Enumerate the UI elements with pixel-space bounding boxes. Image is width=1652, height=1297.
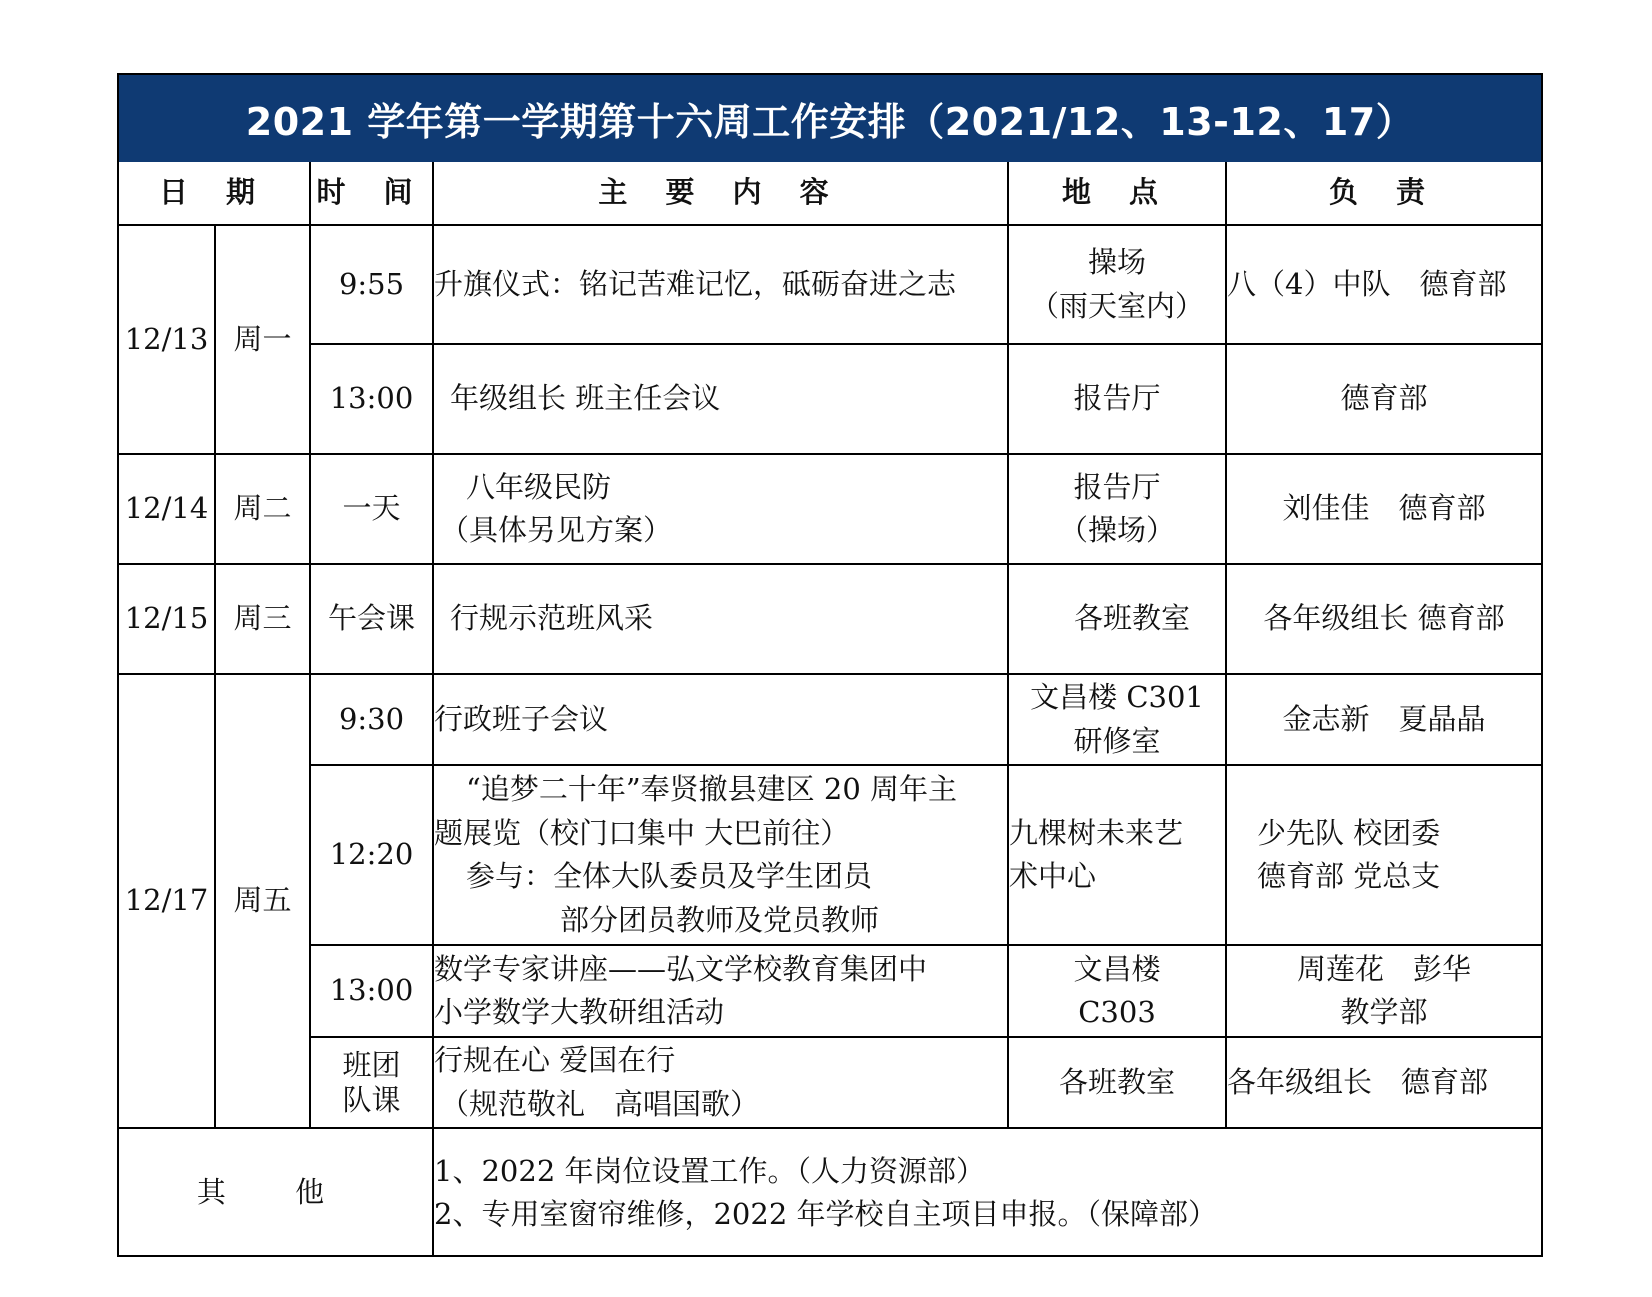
table-row bbox=[119, 674, 1541, 765]
place-cell: 各班教室 bbox=[1008, 1037, 1226, 1128]
place-cell bbox=[1008, 454, 1226, 564]
table-row bbox=[119, 454, 1541, 564]
table-row bbox=[119, 765, 1541, 945]
time-cell: 9:30 bbox=[310, 674, 433, 765]
place-cell bbox=[1008, 225, 1226, 344]
table-row bbox=[119, 344, 1541, 454]
place-cell: 报告厅 bbox=[1008, 344, 1226, 454]
responsible-line: 周莲花 彭华 bbox=[1297, 951, 1472, 986]
date-cell: 12/13 bbox=[119, 225, 215, 454]
header-date: 日 期 bbox=[119, 162, 310, 225]
header-content: 主 要 内 容 bbox=[433, 162, 1008, 225]
date-cell: 12/17 bbox=[119, 674, 215, 1128]
date-cell: 12/15 bbox=[119, 564, 215, 674]
content-line: 行规在心 爱国在行 bbox=[434, 1043, 676, 1077]
place-line: 九棵树未来艺 bbox=[1009, 815, 1184, 850]
content-cell: 行规示范班风采 bbox=[433, 564, 1008, 674]
schedule-title: 2021 学年第一学期第十六周工作安排（2021/12、13-12、17） bbox=[119, 75, 1541, 162]
place-cell: 各班教室 bbox=[1008, 564, 1226, 674]
schedule-sheet bbox=[117, 73, 1543, 1257]
place-line: 报告厅 bbox=[1073, 469, 1161, 504]
place-line: C303 bbox=[1078, 995, 1156, 1029]
other-item: 2、专用室窗帘维修，2022 年学校自主项目申报。（保障部） bbox=[434, 1197, 1217, 1231]
weekday-cell: 周二 bbox=[215, 454, 310, 564]
time-cell: 午会课 bbox=[310, 564, 433, 674]
time-cell: 13:00 bbox=[310, 945, 433, 1037]
responsible-cell: 各年级组长 德育部 bbox=[1226, 1037, 1541, 1128]
place-line: （操场） bbox=[1059, 513, 1176, 547]
responsible-cell bbox=[1226, 945, 1541, 1037]
content-line: （具体另见方案） bbox=[440, 513, 673, 547]
place-cell bbox=[1008, 765, 1226, 945]
place-line: （雨天室内） bbox=[1030, 288, 1205, 323]
content-cell bbox=[433, 454, 1008, 564]
other-content bbox=[433, 1128, 1541, 1257]
content-line: 八年级民防 bbox=[466, 469, 612, 504]
time-line: 队课 bbox=[342, 1082, 401, 1117]
content-cell bbox=[433, 765, 1008, 945]
table-row bbox=[119, 564, 1541, 674]
content-cell bbox=[433, 945, 1008, 1037]
content-line: 数学专家讲座——弘文学校教育集团中 bbox=[434, 951, 928, 986]
responsible-line: 少先队 校团委 bbox=[1257, 815, 1441, 850]
place-line: 术中心 bbox=[1009, 859, 1097, 893]
time-cell bbox=[310, 1037, 433, 1128]
header-responsible: 负 责 bbox=[1226, 162, 1541, 225]
responsible-cell bbox=[1226, 765, 1541, 945]
place-line: 文昌楼 C301 bbox=[1030, 680, 1204, 714]
content-line: 参与：全体大队委员及学生团员 bbox=[466, 859, 873, 893]
time-cell: 13:00 bbox=[310, 344, 433, 454]
content-cell bbox=[433, 1037, 1008, 1128]
content-line: “追梦二十年”奉贤撤县建区 20 周年主 bbox=[466, 772, 958, 806]
responsible-cell: 各年级组长 德育部 bbox=[1226, 564, 1541, 674]
place-line: 研修室 bbox=[1073, 723, 1161, 758]
table-row bbox=[119, 225, 1541, 344]
table-row bbox=[119, 1037, 1541, 1128]
responsible-cell: 八（4）中队 德育部 bbox=[1226, 225, 1541, 344]
content-line: （规范敬礼 高唱国歌） bbox=[440, 1086, 760, 1121]
other-label: 其 他 bbox=[119, 1128, 433, 1257]
content-line: 小学数学大教研组活动 bbox=[434, 995, 725, 1029]
place-cell bbox=[1008, 674, 1226, 765]
responsible-cell: 金志新 夏晶晶 bbox=[1226, 674, 1541, 765]
schedule-table bbox=[119, 162, 1541, 1257]
other-row bbox=[119, 1128, 1541, 1257]
other-item: 1、2022 年岗位设置工作。（人力资源部） bbox=[434, 1153, 985, 1188]
content-cell: 年级组长 班主任会议 bbox=[433, 344, 1008, 454]
header-row bbox=[119, 162, 1541, 225]
place-line: 文昌楼 bbox=[1073, 951, 1161, 986]
responsible-cell: 刘佳佳 德育部 bbox=[1226, 454, 1541, 564]
time-cell: 9:55 bbox=[310, 225, 433, 344]
content-line: 题展览（校门口集中 大巴前往） bbox=[434, 815, 850, 850]
weekday-cell: 周一 bbox=[215, 225, 310, 454]
place-cell bbox=[1008, 945, 1226, 1037]
time-cell: 12:20 bbox=[310, 765, 433, 945]
responsible-line: 德育部 党总支 bbox=[1257, 859, 1441, 893]
time-cell: 一天 bbox=[310, 454, 433, 564]
content-cell: 行政班子会议 bbox=[433, 674, 1008, 765]
responsible-cell: 德育部 bbox=[1226, 344, 1541, 454]
responsible-line: 教学部 bbox=[1340, 995, 1428, 1029]
table-row bbox=[119, 945, 1541, 1037]
place-line: 操场 bbox=[1088, 245, 1147, 279]
header-time: 时 间 bbox=[310, 162, 433, 225]
date-cell: 12/14 bbox=[119, 454, 215, 564]
header-place: 地 点 bbox=[1008, 162, 1226, 225]
weekday-cell: 周五 bbox=[215, 674, 310, 1128]
content-cell: 升旗仪式：铭记苦难记忆，砥砺奋进之志 bbox=[433, 225, 1008, 344]
weekday-cell: 周三 bbox=[215, 564, 310, 674]
content-line: 部分团员教师及党员教师 bbox=[560, 902, 880, 937]
time-line: 班团 bbox=[342, 1047, 401, 1082]
